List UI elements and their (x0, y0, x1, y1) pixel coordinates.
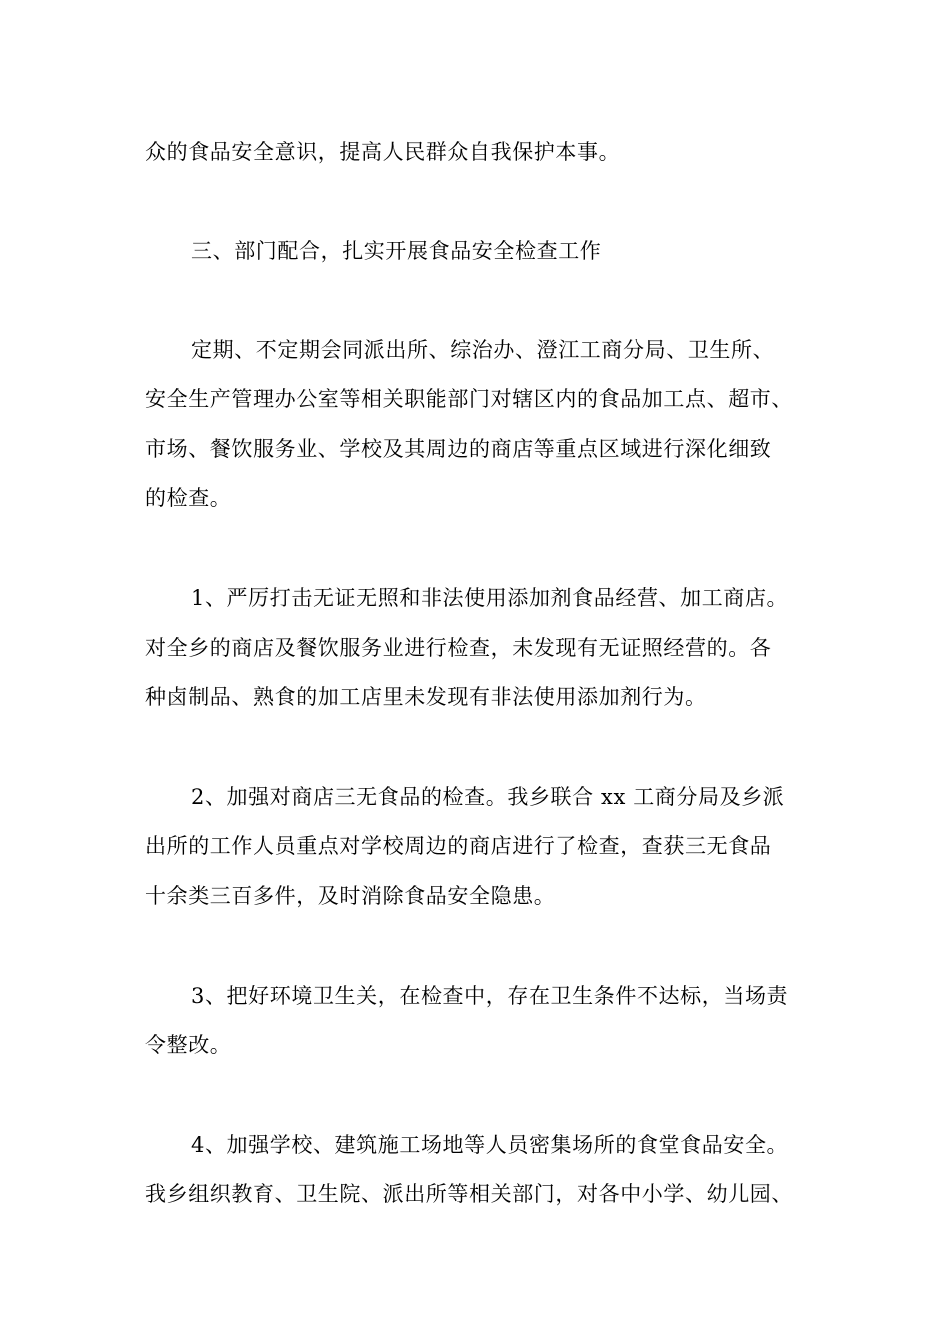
paragraph-line: 4、加强学校、建筑施工场地等人员密集场所的食堂食品安全。 (191, 1133, 789, 1157)
paragraph-line: 2、加强对商店三无食品的检查。我乡联合 xx 工商分局及乡派 (191, 785, 785, 809)
paragraph-line: 出所的工作人员重点对学校周边的商店进行了检查，查获三无食品 (145, 834, 772, 858)
paragraph-line: 的检查。 (145, 486, 232, 510)
paragraph-line: 对全乡的商店及餐饮服务业进行检查，未发现有无证照经营的。各 (145, 636, 772, 660)
paragraph-line: 市场、餐饮服务业、学校及其周边的商店等重点区域进行深化细致 (145, 437, 772, 461)
paragraph-line: 众的食品安全意识，提高人民群众自我保护本事。 (145, 140, 621, 164)
paragraph-line: 十余类三百多件，及时消除食品安全隐患。 (145, 884, 556, 908)
paragraph-line: 3、把好环境卫生关，在检查中，存在卫生条件不达标，当场责 (191, 984, 789, 1008)
paragraph-line: 令整改。 (145, 1033, 232, 1057)
paragraph-line: 定期、不定期会同派出所、综治办、澄江工商分局、卫生所、 (191, 338, 775, 362)
paragraph-line: 我乡组织教育、卫生院、派出所等相关部门，对各中小学、幼儿园、 (145, 1182, 793, 1206)
paragraph-line: 安全生产管理办公室等相关职能部门对辖区内的食品加工点、超市、 (145, 387, 793, 411)
paragraph-line: 1、严厉打击无证无照和非法使用添加剂食品经营、加工商店。 (191, 586, 789, 610)
paragraph-line: 种卤制品、熟食的加工店里未发现有非法使用添加剂行为。 (145, 685, 707, 709)
section-heading: 三、部门配合，扎实开展食品安全检查工作 (191, 239, 602, 263)
